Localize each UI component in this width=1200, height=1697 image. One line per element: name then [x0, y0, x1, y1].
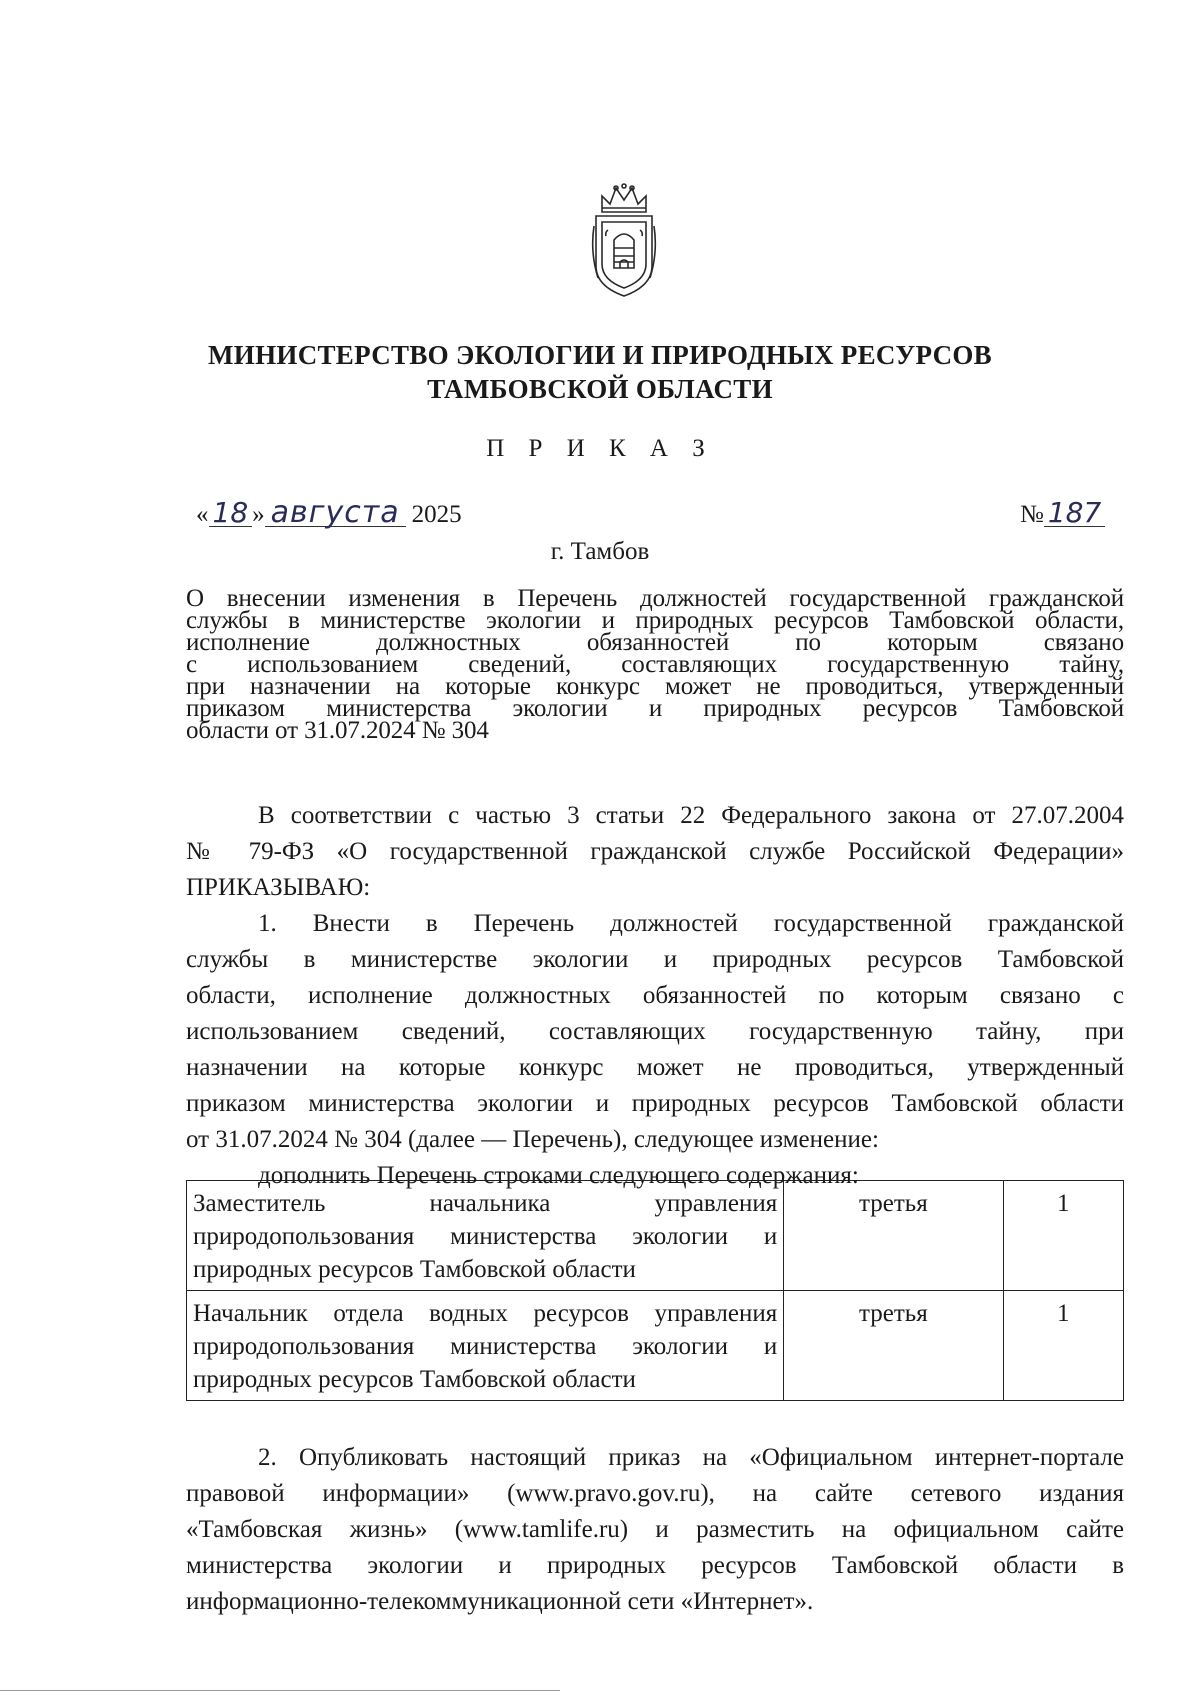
item-1-line: службы в министерстве экологии и природных ресурсов Тамбовской: [186, 946, 1124, 973]
document-number: [1020, 496, 1105, 529]
tambov-coat-of-arms-icon: [588, 182, 660, 300]
form-cell: третья: [784, 1181, 1003, 1291]
preamble-line: В соответствии с частью 3 статьи 22 Федерального закона от 27.07.2004: [258, 802, 1124, 829]
document-title: [186, 585, 1124, 744]
item-1-line: 1. Внести в Перечень должностей государственной гражданской: [258, 910, 1124, 937]
item-1: [186, 906, 1124, 1194]
count-cell: 1: [1003, 1291, 1123, 1401]
item-1-line: использованием сведений, составляющих государственную тайну, при: [186, 1018, 1124, 1045]
document-city: г. Тамбов: [550, 538, 650, 565]
item-1-line: назначении на которые конкурс может не проводиться, утвержденный: [186, 1054, 1124, 1081]
item-2-line: правовой информации» (www.pravo.gov.ru), на сайте сетевого издания: [186, 1480, 1124, 1507]
position-line: природопользования министерства экологии и: [193, 1223, 778, 1250]
title-line: О внесении изменения в Перечень должностей государственной гражданской: [186, 585, 1124, 612]
item-2: [186, 1440, 1124, 1620]
title-line: с использованием сведений, составляющих государственную тайну,: [186, 651, 1124, 678]
item-1-line: от 31.07.2024 № 304 (далее — Перечень), следующее изменение:: [186, 1126, 879, 1153]
item-2-line: информационно-телекоммуникационной сети «Интернет».: [186, 1588, 814, 1615]
ministry-line-2: ТАМБОВСКОЙ ОБЛАСТИ: [427, 374, 773, 404]
item-2-line: 2. Опубликовать настоящий приказ на «Официальном интернет-портале: [258, 1444, 1124, 1471]
document-date: [196, 495, 462, 530]
handwritten-month: августа: [265, 500, 406, 527]
title-line: приказом министерства экологии и природных ресурсов Тамбовской: [186, 695, 1124, 722]
item-1-sub: дополнить Перечень строками следующего содержания:: [258, 1162, 859, 1189]
title-line: области от 31.07.2024 № 304: [186, 717, 489, 744]
title-line: службы в министерстве экологии и природных ресурсов Тамбовской области,: [186, 607, 1124, 634]
item-2-line: министерства экологии и природных ресурсов Тамбовской области в: [186, 1552, 1124, 1579]
quote-open: «: [196, 501, 209, 528]
bottom-rule: [0, 1690, 560, 1691]
count-cell: 1: [1003, 1181, 1123, 1291]
quote-close: »: [252, 501, 265, 528]
position-line: Заместитель начальника управления: [193, 1190, 778, 1217]
position-line: природопользования министерства экологии и: [193, 1333, 778, 1360]
item-1-line: области, исполнение должностных обязанностей по которым связано с: [186, 982, 1124, 1009]
title-line: при назначении на которые конкурс может не проводиться, утвержденный: [186, 673, 1124, 700]
ministry-line-1: МИНИСТЕРСТВО ЭКОЛОГИИ И ПРИРОДНЫХ РЕСУРСОВ: [208, 340, 992, 370]
position-line: природных ресурсов Тамбовской области: [193, 1366, 636, 1393]
position-cell: [187, 1291, 784, 1401]
preamble-line: № 79-ФЗ «О государственной гражданской службе Российской Федерации»: [186, 838, 1124, 865]
table-row: [187, 1181, 1124, 1291]
number-prefix: №: [1020, 501, 1044, 528]
positions-table: [186, 1180, 1124, 1401]
table-row: [187, 1291, 1124, 1401]
handwritten-day: 18: [209, 500, 253, 527]
preamble-line: ПРИКАЗЫВАЮ:: [186, 874, 371, 901]
form-cell: третья: [784, 1291, 1003, 1401]
document-type: П Р И К А З: [486, 435, 714, 462]
item-1-line: приказом министерства экологии и природных ресурсов Тамбовской области: [186, 1090, 1124, 1117]
position-cell: [187, 1181, 784, 1291]
handwritten-number: 187: [1044, 500, 1105, 527]
ministry-name: [0, 338, 1200, 406]
title-line: исполнение должностных обязанностей по которым связано: [186, 629, 1124, 656]
position-line: природных ресурсов Тамбовской области: [193, 1256, 636, 1283]
date-year: 2025: [411, 501, 462, 528]
item-2-line: «Тамбовская жизнь» (www.tamlife.ru) и разместить на официальном сайте: [186, 1516, 1124, 1543]
position-line: Начальник отдела водных ресурсов управления: [193, 1300, 778, 1327]
preamble: [186, 798, 1124, 1194]
